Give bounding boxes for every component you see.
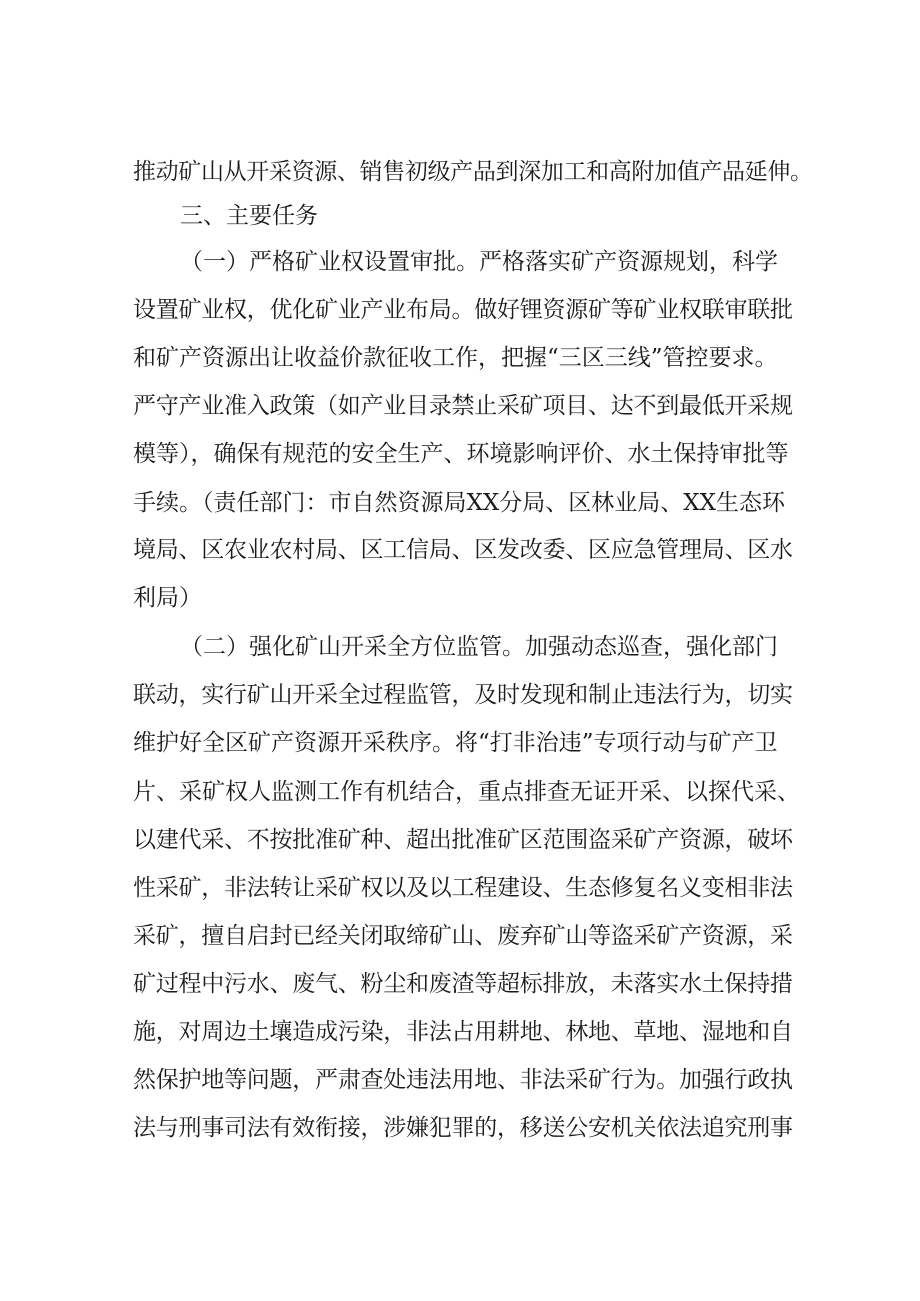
text-line: 境局、区农业农村局、区工信局、区发改委、区应急管理局、区水 xyxy=(133,537,793,563)
text-line: 手续。（责任部门：市自然资源局XX分局、区林业局、XX生态环 xyxy=(133,490,785,516)
text-line: 法与刑事司法有效衔接，涉嫌犯罪的，移送公安机关依法追究刑事 xyxy=(133,1115,793,1141)
text-line: 然保护地等问题，严肃查处违法用地、非法采矿行为。加强行政执 xyxy=(133,1067,793,1093)
text-line: 以建代采、不按批准矿种、超出批准矿区范围盗采矿产资源，破坏 xyxy=(133,827,793,853)
text-line: 推动矿山从开采资源、销售初级产品到深加工和高附加值产品延伸。 xyxy=(133,159,813,185)
section-heading: 三、主要任务 xyxy=(180,203,318,229)
text-line: 严守产业准入政策（如产业目录禁止采矿项目、达不到最低开采规 xyxy=(133,393,793,419)
text-line: 矿过程中污水、废气、粉尘和废渣等超标排放，未落实水土保持措 xyxy=(133,971,793,997)
text-line: 和矿产资源出让收益价款征收工作，把握“三区三线”管控要求。 xyxy=(133,345,778,371)
text-line: 性采矿，非法转让采矿权以及以工程建设、生态修复名义变相非法 xyxy=(133,875,793,901)
text-line: （二）强化矿山开采全方位监管。加强动态巡查，强化部门 xyxy=(180,634,778,660)
text-line: （一）严格矿业权设置审批。严格落实矿产资源规划，科学 xyxy=(180,249,778,275)
text-line: 维护好全区矿产资源开采秩序。将“打非治违”专项行动与矿产卫 xyxy=(133,730,778,756)
text-line: 施，对周边土壤造成污染，非法占用耕地、林地、草地、湿地和自 xyxy=(133,1019,793,1045)
text-line: 利局） xyxy=(133,585,202,611)
text-line: 设置矿业权，优化矿业产业布局。做好锂资源矿等矿业权联审联批 xyxy=(133,297,793,323)
text-line: 片、采矿权人监测工作有机结合，重点排查无证开采、以探代采、 xyxy=(133,779,800,805)
text-line: 联动，实行矿山开采全过程监管，及时发现和制止违法行为，切实 xyxy=(133,682,793,708)
text-line: 采矿，擅自启封已经关闭取缔矿山、废弃矿山等盗采矿产资源，采 xyxy=(133,923,793,949)
text-line: 模等），确保有规范的安全生产、环境影响评价、水土保持审批等 xyxy=(133,441,789,467)
